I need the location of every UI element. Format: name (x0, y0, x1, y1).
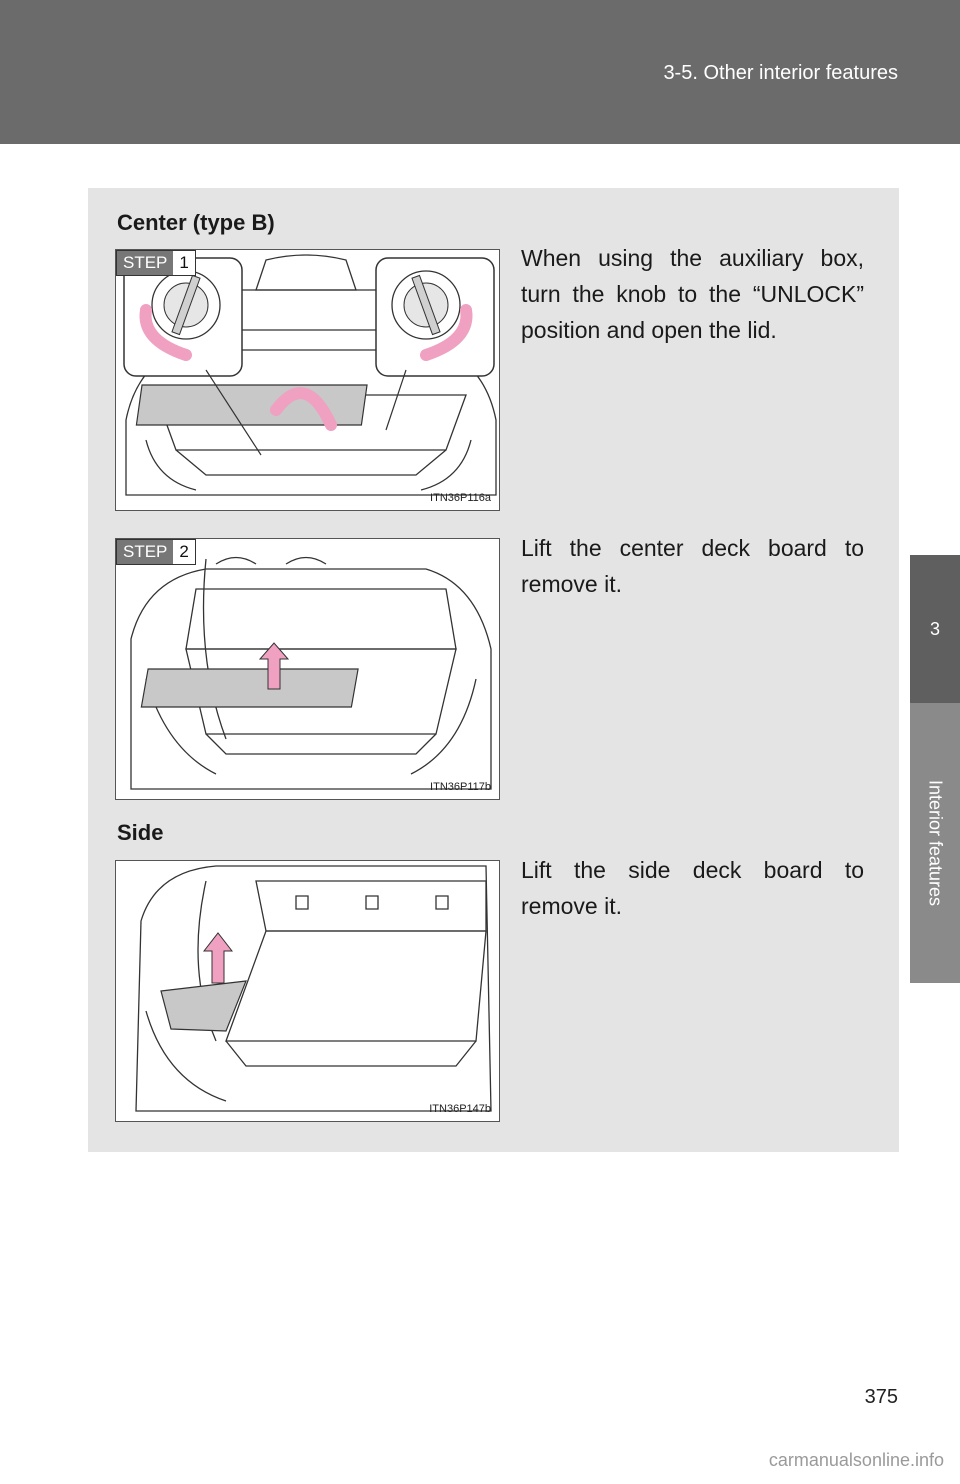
chapter-label: Interior features (925, 779, 946, 907)
step2-instruction: Lift the center deck board to remove it. (521, 535, 864, 597)
step-number: 2 (179, 542, 189, 561)
center-type-b-heading: Center (type B) (117, 210, 275, 235)
step2-badge (116, 539, 196, 565)
watermark: carmanualsonline.info (768, 1450, 944, 1470)
step-word: STEP (117, 251, 173, 275)
chapter-tab-number (910, 555, 960, 703)
center-deck-board-illustration (116, 539, 500, 800)
chapter-tab-label (910, 703, 960, 983)
step1-figure (115, 249, 500, 511)
step1-instruction: When using the auxiliary box, turn the knob to the “UNLOCK” position and open the lid. (521, 245, 864, 343)
figure-code: ITN36P116a (430, 492, 491, 504)
step-word: STEP (117, 540, 173, 564)
figure-code: ITN36P117b (430, 781, 491, 793)
section-title: 3-5. Other interior features (663, 62, 898, 84)
side-figure (115, 860, 500, 1122)
chapter-number: 3 (929, 619, 940, 639)
step1-badge (116, 250, 196, 276)
side-instruction: Lift the side deck board to remove it. (521, 857, 864, 919)
page-number: 375 (864, 1386, 898, 1408)
luggage-knob-illustration (116, 250, 500, 511)
side-heading: Side (117, 820, 164, 845)
page-header (0, 0, 960, 144)
figure-code: ITN36P147b (429, 1103, 491, 1115)
step2-figure (115, 538, 500, 800)
side-deck-board-illustration (116, 861, 500, 1122)
step-number: 1 (179, 253, 189, 272)
